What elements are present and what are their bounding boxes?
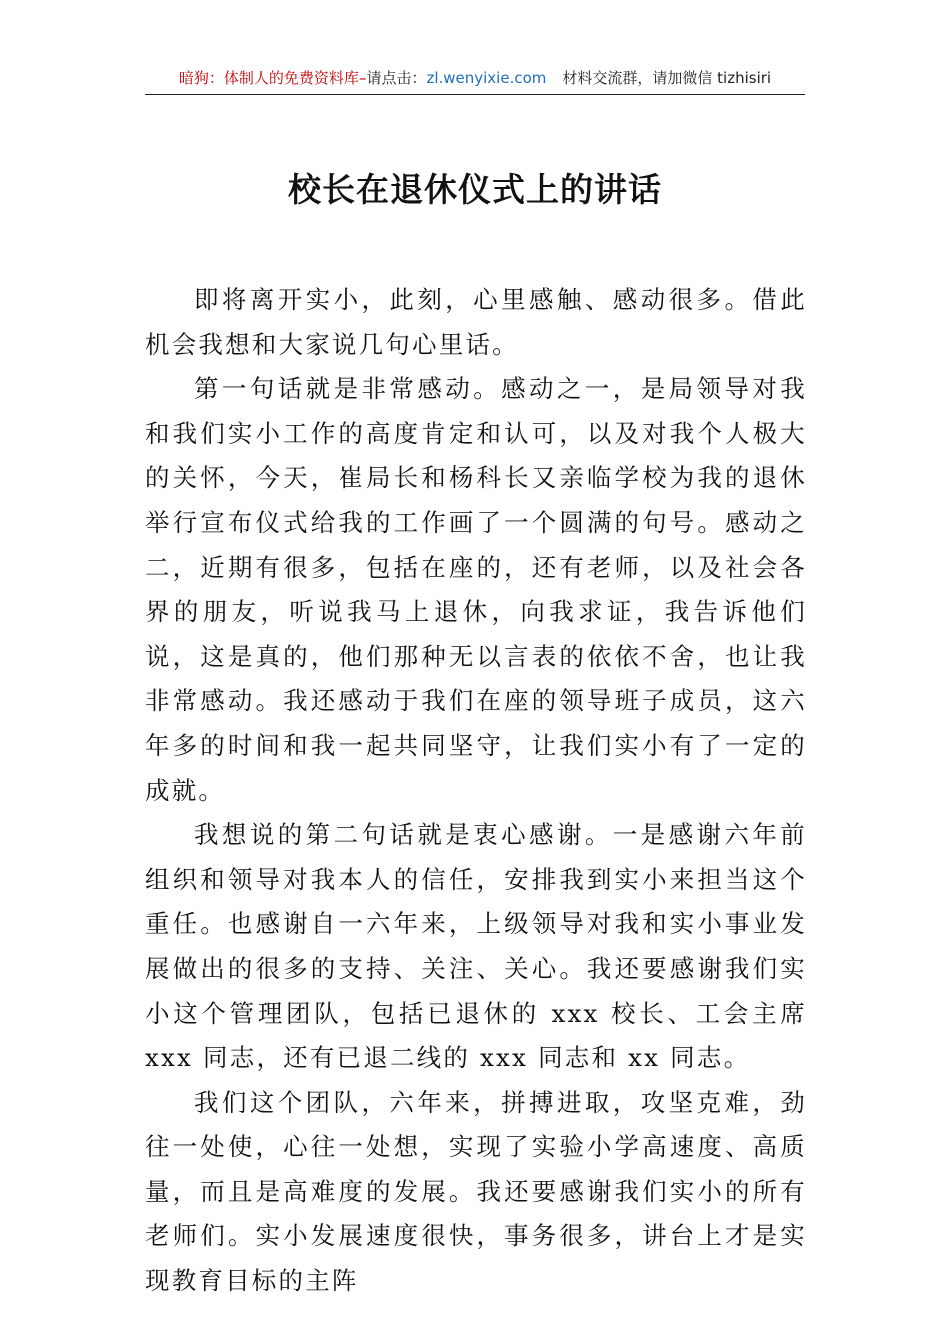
document-title: 校长在退休仪式上的讲话: [288, 170, 662, 209]
header-url-link[interactable]: zl.wenyixie.com: [426, 69, 547, 87]
document-body: [145, 278, 807, 1304]
header-brand: 暗狗：体制人的免费资料库: [178, 69, 359, 87]
header-click-text: 请点击：: [366, 69, 427, 87]
paragraph: 我们这个团队，六年来，拼搏进取，攻坚克难，劲往一处使，心往一处想，实现了实验小学高速度、高质量，而且是高难度的发展。我还要感谢我们实小的所有老师们。实小发展速度很快，事务很多，讲台上才是实现教育目标的主阵: [145, 1087, 807, 1296]
page-header-banner: [145, 66, 805, 95]
paragraph: 我想说的第二句话就是衷心感谢。一是感谢六年前组织和领导对我本人的信任，安排我到实小来担当这个重任。也感谢自一六年来，上级领导对我和实小事业发展做出的很多的支持、关注、关心。我还要感谢我们实小这个管理团队，包括已退休的 xxx 校长、工会主席 xxx 同志，还有已退二线的 xxx 同志和 xx 同志。: [145, 820, 807, 1073]
header-dash: –: [358, 69, 367, 87]
paragraph: 第一句话就是非常感动。感动之一，是局领导对我和我们实小工作的高度肯定和认可，以及对我个人极大的关怀，今天，崔局长和杨科长又亲临学校为我的退休举行宣布仪式给我的工作画了一个圆满的句号。感动之二，近期有很多，包括在座的，还有老师，以及社会各界的朋友，听说我马上退休，向我求证，我告诉他们说，这是真的，他们那种无以言表的依依不舍，也让我非常感动。我还感动于我们在座的领导班子成员，这六年多的时间和我一起共同坚守，让我们实小有了一定的成就。: [145, 374, 807, 805]
header-wechat-note: 材料交流群，请加微信 tizhisiri: [562, 69, 772, 87]
paragraph: 即将离开实小，此刻，心里感触、感动很多。借此机会我想和大家说几句心里话。: [145, 285, 807, 359]
